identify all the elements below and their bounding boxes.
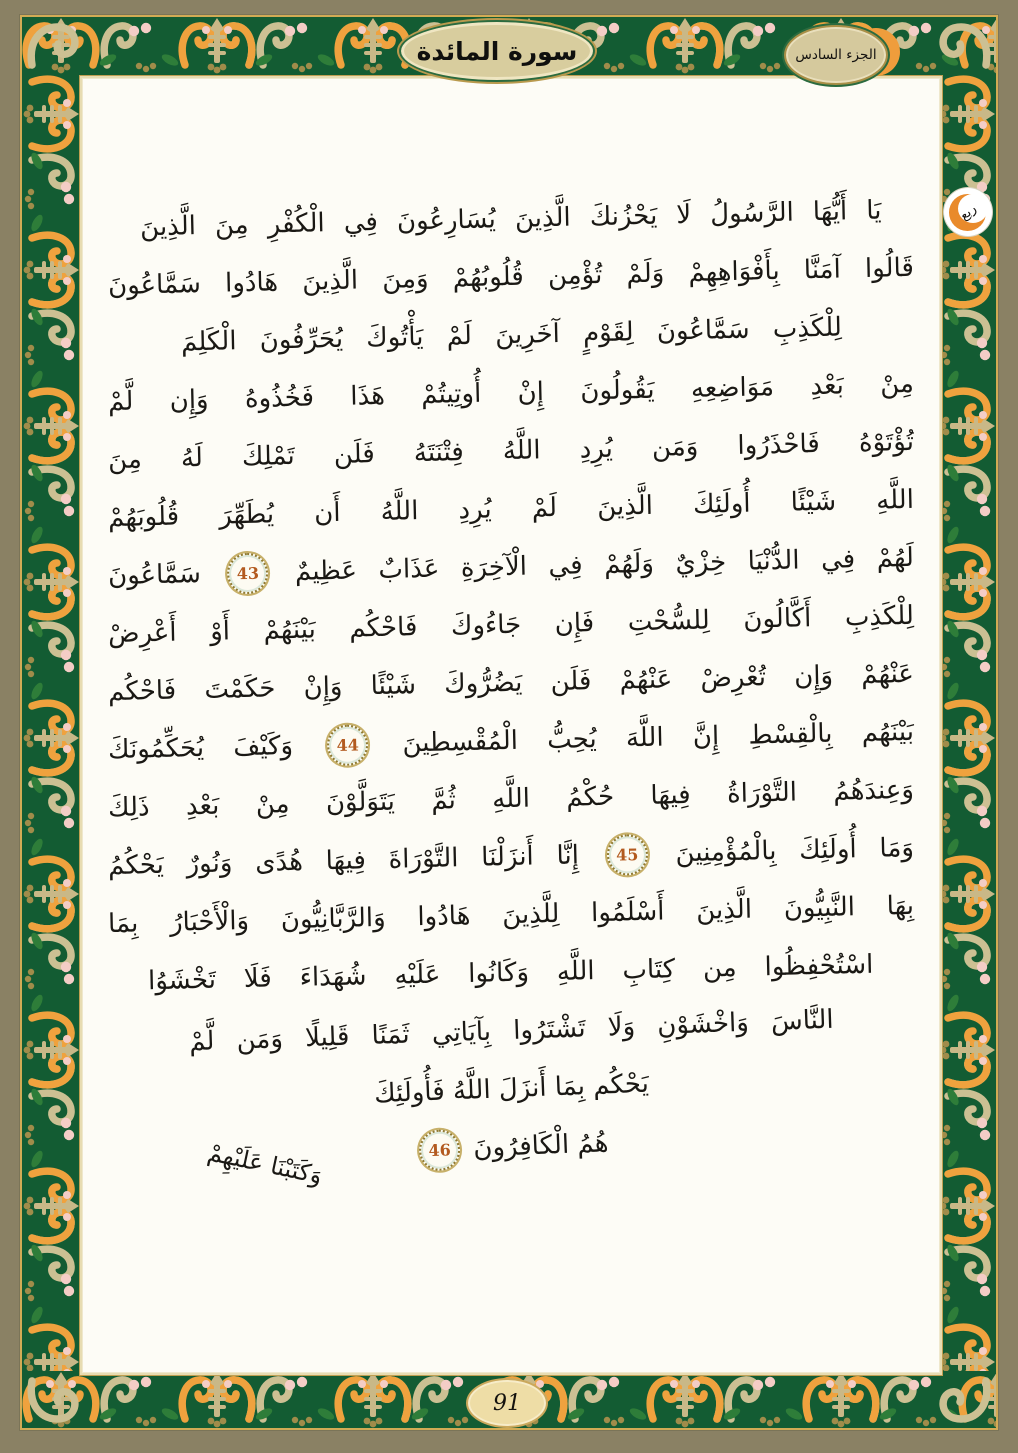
border-ornament-right [938, 75, 996, 1371]
rub-medallion [944, 188, 992, 236]
quran-line: اسْتُحْفِظُوا مِن كِتَابِ اللَّهِ وَكَانُوا عَلَيْهِ شُهَدَاءَ فَلَا تَخْشَوُا [148, 949, 874, 997]
corner-ornament-bottom-left [22, 1371, 80, 1429]
catchword-next-page: وَكَتَبْنَا عَلَيْهِمْ [205, 1138, 325, 1190]
quran-line: هُمُ الْكَافِرُونَ 46 [341, 1112, 681, 1183]
page-number-cartouche [466, 1378, 548, 1428]
corner-ornament-bottom-right [938, 1371, 996, 1429]
quran-line: قَالُوا آمَنَّا بِأَفْوَاهِهِمْ وَلَمْ تُؤْمِن قُلُوبُهُمْ وَمِنَ الَّذِينَ هَادُوا سَمَّاعُونَ [107, 252, 915, 302]
border-ornament-left [22, 75, 80, 1371]
quran-line: عَنْهُمْ وَإِن تُعْرِضْ عَنْهُمْ فَلَن يَضُرُّوكَ شَيْئًا وَإِنْ حَكَمْتَ فَاحْكُم [107, 658, 915, 708]
quran-line: لَهُمْ فِي الدُّنْيَا خِزْيٌ وَلَهُمْ فِي الْآخِرَةِ عَذَابٌ عَظِيمٌ 43 سَمَّاعُونَ [107, 529, 914, 605]
verse-number-badge: 43 [227, 553, 269, 595]
rub-label: ربع [956, 200, 980, 224]
juz-cartouche [784, 25, 888, 85]
quran-line: النَّاسَ وَاخْشَوْنِ وَلَا تَشْتَرُوا بِآيَاتِي ثَمَنًا قَلِيلًا وَمَن لَّمْ [188, 1004, 834, 1058]
corner-ornament-top-left [22, 17, 80, 75]
surah-title: سورة المائدة [416, 36, 578, 66]
corner-ornament-top-right [938, 17, 996, 75]
quran-line: مِنْ بَعْدِ مَوَاضِعِهِ يَقُولُونَ إِنْ أُوتِيتُمْ هَذَا فَخُذُوهُ وَإِن لَّمْ [107, 368, 915, 418]
juz-label: الجزء السادس [795, 47, 877, 63]
quran-text-block [108, 190, 914, 1176]
verse-number-badge: 44 [327, 724, 369, 766]
quran-line: بِهَا النَّبِيُّونَ الَّذِينَ أَسْلَمُوا لِلَّذِينَ هَادُوا وَالرَّبَّانِيُّونَ وَالْأَحْبَارُ بِمَا [107, 890, 915, 940]
verse-number-badge: 45 [606, 834, 648, 876]
page-number: 91 [493, 1390, 521, 1416]
quran-page [80, 76, 942, 1375]
surah-title-cartouche [399, 20, 595, 82]
quran-line: اللَّهِ شَيْئًا أُولَئِكَ الَّذِينَ لَمْ يُرِدِ اللَّهُ أَن يُطَهِّرَ قُلُوبَهُمْ [107, 484, 915, 534]
quran-line: تُؤْتَوْهُ فَاحْذَرُوا وَمَن يُرِدِ اللَّهُ فِتْنَتَهُ فَلَن تَمْلِكَ لَهُ مِنَ [107, 426, 915, 476]
quran-line: وَمَا أُولَئِكَ بِالْمُؤْمِنِينَ 45 إِنَّا أَنزَلْنَا التَّوْرَاةَ فِيهَا هُدًى وَنُورٌ يَحْكُمُ [107, 832, 915, 882]
quran-line: يَا أَيُّهَا الرَّسُولُ لَا يَحْزُنكَ الَّذِينَ يُسَارِعُونَ فِي الْكُفْرِ مِنَ الَّذِينَ [140, 195, 883, 243]
quran-line: يَحْكُم بِمَا أَنزَلَ اللَّهُ فَأُولَئِكَ [373, 1068, 649, 1110]
quran-line: لِلْكَذِبِ سَمَّاعُونَ لِقَوْمٍ آخَرِينَ لَمْ يَأْتُوكَ يُحَرِّفُونَ الْكَلِمَ [180, 312, 842, 358]
quran-line: بَيْنَهُم بِالْقِسْطِ إِنَّ اللَّهَ يُحِبُّ الْمُقْسِطِينَ 44 وَكَيْفَ يُحَكِّمُونَكَ [107, 716, 915, 766]
verse-number-badge: 46 [418, 1129, 461, 1172]
quran-line: لِلْكَذِبِ أَكَّالُونَ لِلسُّحْتِ فَإِن جَاءُوكَ فَاحْكُم بَيْنَهُمْ أَوْ أَعْرِضْ [107, 600, 915, 650]
quran-line: وَعِندَهُمُ التَّوْرَاةُ فِيهَا حُكْمُ اللَّهِ ثُمَّ يَتَوَلَّوْنَ مِنْ بَعْدِ ذَلِكَ [107, 774, 915, 824]
